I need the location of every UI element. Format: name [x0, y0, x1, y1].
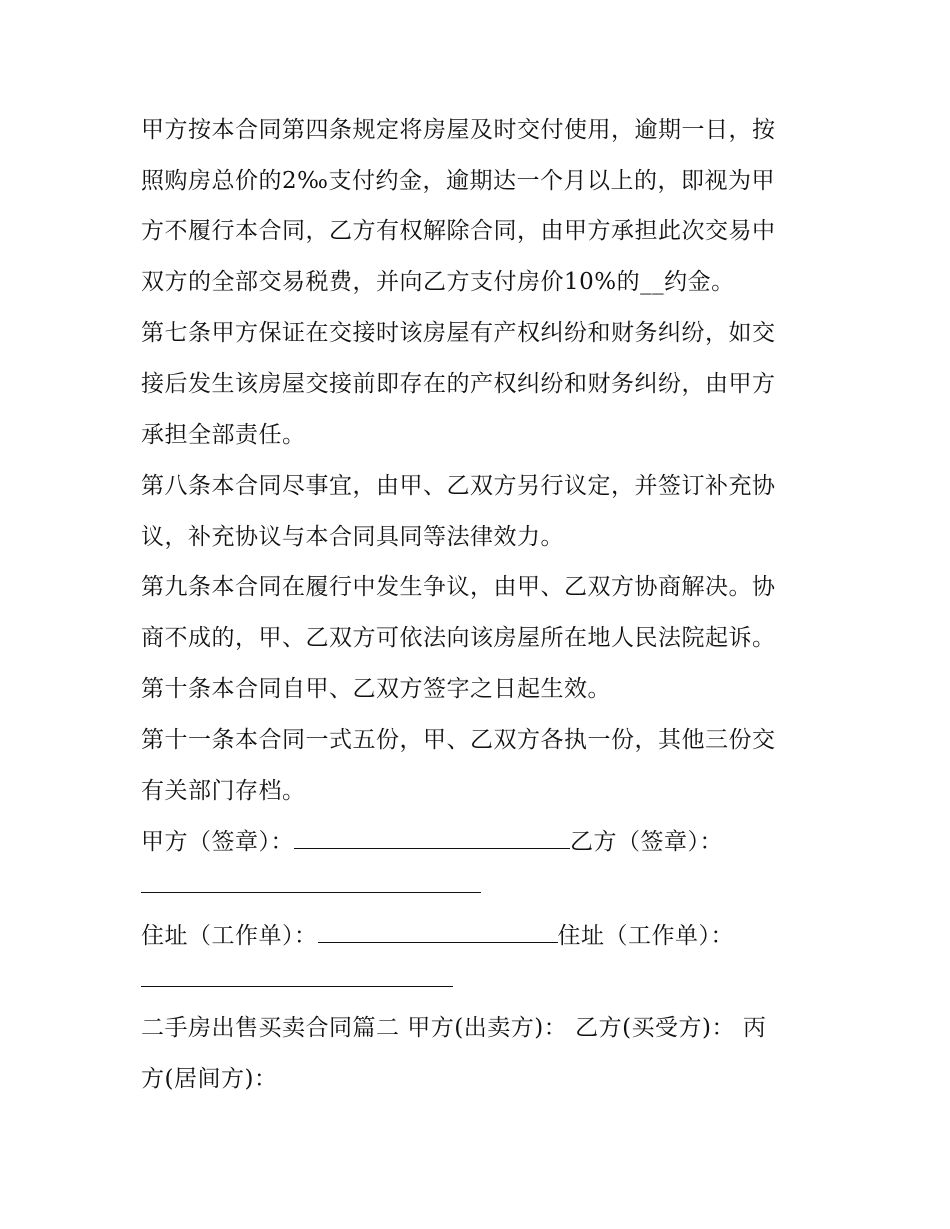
paragraph-line: 第八条本合同尽事宜，由甲、乙双方另行议定，并签订补充协	[141, 473, 776, 499]
signature-row	[141, 826, 723, 857]
paragraph-line: 有关部门存档。	[141, 778, 306, 804]
paragraph-line: 方不履行本合同，乙方有权解除合同，由甲方承担此次交易中	[141, 218, 776, 244]
paragraph-line: 商不成的，甲、乙双方可依法向该房屋所在地人民法院起诉。	[141, 625, 776, 651]
closing-line-2: 方(居间方)：	[141, 1066, 278, 1092]
party-a-address-label: 住址（工作单）：	[141, 923, 318, 949]
party-b-address-label: 住址（工作单）：	[557, 923, 734, 949]
paragraph-line: 第十条本合同自甲、乙双方签字之日起生效。	[141, 676, 611, 702]
paragraph-line: 议，补充协议与本合同具同等法律效力。	[141, 524, 564, 550]
party-a-signature-label: 甲方（签章）：	[141, 829, 294, 855]
paragraph-line: 第七条甲方保证在交接时该房屋有产权纠纷和财务纠纷，如交	[141, 320, 776, 346]
party-b-signature-blank	[141, 892, 481, 893]
address-row	[141, 920, 734, 951]
paragraph-line: 第十一条本合同一式五份，甲、乙双方各执一份，其他三份交	[141, 727, 776, 753]
paragraph-line: 第九条本合同在履行中发生争议，由甲、乙双方协商解决。协	[141, 574, 776, 600]
paragraph-line: 承担全部责任。	[141, 422, 306, 448]
closing-line-1: 二手房出售买卖合同篇二 甲方(出卖方)： 乙方(买受方)： 丙	[141, 1015, 767, 1041]
paragraph-line: 照购房总价的2‰支付约金，逾期达一个月以上的，即视为甲	[141, 168, 775, 194]
paragraph-line: 甲方按本合同第四条规定将房屋及时交付使用，逾期一日，按	[141, 117, 776, 143]
party-a-address-blank	[318, 920, 558, 943]
paragraph-line: 接后发生该房屋交接前即存在的产权纠纷和财务纠纷，由甲方	[141, 371, 776, 397]
paragraph-line: 双方的全部交易税费，并向乙方支付房价10%的__约金。	[141, 269, 735, 295]
party-b-signature-label: 乙方（签章）：	[570, 829, 723, 855]
party-b-address-blank	[141, 986, 453, 987]
party-a-signature-blank	[294, 826, 570, 849]
